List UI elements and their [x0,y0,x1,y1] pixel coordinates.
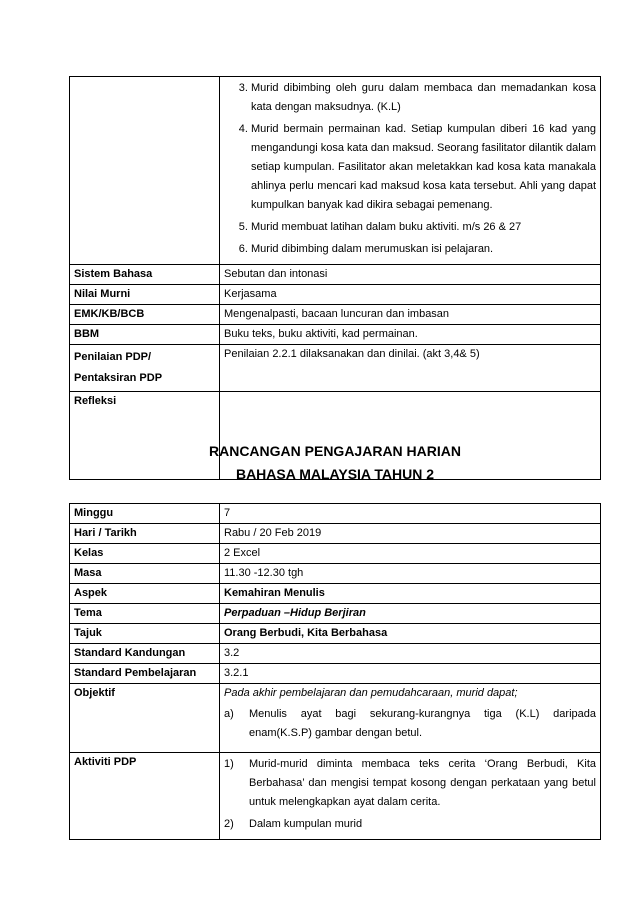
objective-intro: Pada akhir pembelajaran dan pemudahcaraan, murid dapat; [224,687,518,699]
objective-cell [220,684,601,753]
row-value: 7 [220,504,601,524]
activities-cell [220,77,601,265]
table-row [70,624,601,644]
table-row [70,544,601,564]
objective-list [224,705,596,743]
assessment-label-line: Pentaksiran PDP [74,372,163,384]
row-value: Sebutan dan intonasi [220,265,601,285]
row-value: 3.2.1 [220,664,601,684]
page-subtitle: BAHASA MALAYSIA TAHUN 2 [235,466,435,482]
row-value: Buku teks, buku aktiviti, kad permainan. [220,325,601,345]
lesson-plan-table [69,503,601,840]
list-item: 4. Murid bermain permainan kad. Setiap kumpulan diberi 16 kad yang mengandungi kosa kata dan maksud. Seorang fasilitator dilantik dalam setiap kumpulan. Fasilitator akan meletakkan kad kosa kata manakala ahlinya perlu mencari kad maksud kosa kata tersebut. Ahli yang dapat kumpulkan banyak kad dikira sebagai pemenang. [251,120,596,215]
page-title: RANCANGAN PENGAJARAN HARIAN [208,443,461,459]
table-row [70,285,601,305]
list-item [224,755,596,812]
list-item-text: Menulis ayat bagi sekurang-kurangnya tiga (K.L) daripada enam(K.S.P) gambar dengan betul. [249,708,596,739]
row-label: Standard Kandungan [70,644,220,664]
list-item: 5. Murid membuat latihan dalam buku aktiviti. m/s 26 & 27 [251,218,596,237]
list-item-text: Dalam kumpulan murid [249,818,363,830]
row-label: Masa [70,564,220,584]
lesson-table-continued [69,76,601,480]
list-item [224,705,596,743]
row-label: Minggu [70,504,220,524]
table-row [70,265,601,285]
table-row [70,564,601,584]
list-marker: 1) [224,758,234,770]
table-row [70,584,601,604]
row-label: BBM [70,325,220,345]
assessment-label [70,345,220,392]
row-value: Mengenalpasti, bacaan luncuran dan imbasan [220,305,601,325]
empty-label-cell [70,77,220,265]
row-value: 11.30 -12.30 tgh [220,564,601,584]
table-row [70,644,601,664]
list-item [224,815,596,834]
table-row [70,604,601,624]
list-marker: 2) [224,818,234,830]
table-row [70,504,601,524]
row-label: Standard Pembelajaran [70,664,220,684]
table-row [70,345,601,392]
assessment-label-line: Penilaian PDP/ [74,351,152,363]
row-value: Kerjasama [220,285,601,305]
row-value: 3.2 [220,644,601,664]
row-value: 2 Excel [220,544,601,564]
row-value: Rabu / 20 Feb 2019 [220,524,601,544]
objective-label: Objektif [70,684,220,753]
row-value: Perpaduan –Hidup Berjiran [220,604,601,624]
row-label: Kelas [70,544,220,564]
row-value: Orang Berbudi, Kita Berbahasa [220,624,601,644]
row-label: Nilai Murni [70,285,220,305]
list-marker: a) [224,708,234,720]
row-value: Kemahiran Menulis [220,584,601,604]
list-item-text: Murid-murid diminta membaca teks cerita ‘Orang Berbudi, Kita Berbahasa’ dan mengisi tempat kosong dengan perkataan yang betul untuk melengkapkan ayat dalam cerita. [249,758,596,808]
table-row [70,524,601,544]
row-label: Tema [70,604,220,624]
row-label: Hari / Tarikh [70,524,220,544]
activity-cell [220,753,601,840]
table-row [70,684,601,753]
list-item: 6. Murid dibimbing dalam merumuskan isi pelajaran. [251,240,596,259]
table-row [70,753,601,840]
table-row [70,77,601,265]
row-label: EMK/KB/BCB [70,305,220,325]
reflection-label: Refleksi [70,392,220,480]
table-row [70,305,601,325]
activity-label: Aktiviti PDP [70,753,220,840]
row-label: Tajuk [70,624,220,644]
row-label: Aspek [70,584,220,604]
assessment-value: Penilaian 2.2.1 dilaksanakan dan dinilai. (akt 3,4& 5) [220,345,601,392]
activity-list [224,79,596,259]
activity-list [224,755,596,834]
table-row [70,325,601,345]
list-item: 3. Murid dibimbing oleh guru dalam membaca dan memadankan kosa kata dengan maksudnya. (K.L) [251,79,596,117]
table-row [70,664,601,684]
row-label: Sistem Bahasa [70,265,220,285]
